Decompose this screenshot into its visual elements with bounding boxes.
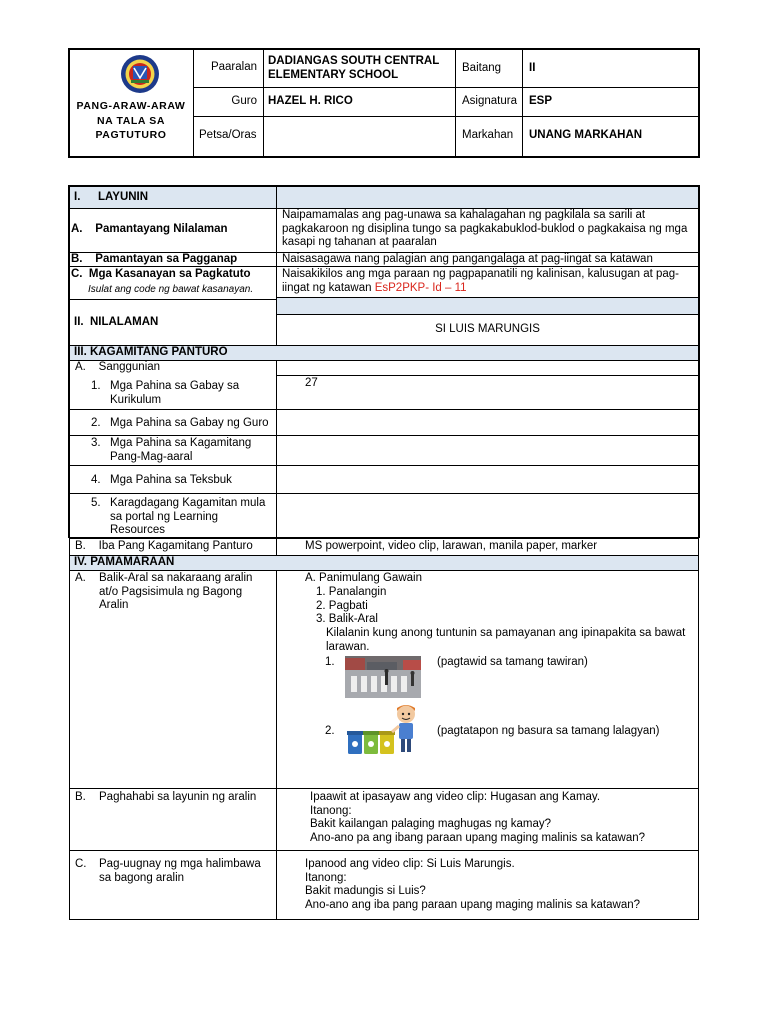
pamantayan-pagganap-label: B. Pamantayan sa Pagganap <box>71 253 238 265</box>
iba-pang-kagamitan-label: B. Iba Pang Kagamitang Panturo <box>75 540 253 552</box>
nilalaman-heading: II. NILALAMAN <box>74 316 159 328</box>
pn-line-2: pagkakaroon ng disiplina tungo sa pagkakabuklod-buklod o pagkakaisa ng mga <box>282 222 688 235</box>
pamantayan-pagganap-text: Naisasagawa nang palagian ang pangangalaga at pag-iingat sa katawan <box>282 253 653 265</box>
paghahabi-line-2: Itanong: <box>310 804 352 817</box>
step-3: 3. Balik-Aral <box>316 613 378 625</box>
ref-4-num: 4. <box>91 474 101 486</box>
form-title <box>70 99 192 143</box>
pamantayang-nilalaman-label: A. Pamantayang Nilalaman <box>71 223 228 235</box>
ref-1-label <box>110 380 270 407</box>
kasanayan-line-2 <box>282 282 467 296</box>
school-seal-logo <box>116 54 164 94</box>
guro-value: HAZEL H. RICO <box>268 95 353 107</box>
panimulang-steps <box>316 586 386 627</box>
pic-1-num: 1. <box>325 656 335 668</box>
pic-2-caption: (pagtatapon ng basura sa tamang lalagyan) <box>437 725 660 737</box>
ref-5-num: 5. <box>91 497 101 509</box>
pag-uugnay-line-1: Pag-uugnay ng mga halimbawa <box>99 858 261 870</box>
crosswalk-photo <box>345 656 421 698</box>
form-title-line-2: NA TALA SA <box>96 114 166 127</box>
pag-uugnay-content-1: Ipanood ang video clip: Si Luis Marungis. <box>305 858 515 870</box>
kasanayan-line-1: Naisakikilos ang mga paraan ng pagpapanatili ng kalinisan, kalusugan at pag- <box>282 268 680 280</box>
guro-label: Guro <box>231 95 257 107</box>
pag-uugnay-content-4: Ano-ano ang iba pang paraan upang maging malinis sa katawan? <box>305 898 641 911</box>
pn-line-1: Naipamamalas ang pag-unawa sa kahalagahan ng pagkilala sa sarili at <box>282 209 646 221</box>
balik-aral-line-3: Aralin <box>99 599 129 611</box>
ref-1-num: 1. <box>91 380 101 392</box>
ref-2-label: Mga Pahina sa Gabay ng Guro <box>110 417 269 429</box>
pic-2-num: 2. <box>325 725 335 737</box>
paghahabi-content <box>310 791 696 845</box>
trash-bins-illustration <box>346 702 420 756</box>
pag-uugnay-letter: C. <box>75 858 87 870</box>
layunin-heading: LAYUNIN <box>98 191 149 203</box>
ref-1-line-2: Kurikulum <box>110 393 162 406</box>
paghahabi-label: Paghahabi sa layunin ng aralin <box>99 791 257 803</box>
paghahabi-letter: B. <box>75 791 86 803</box>
kasanayan-sub: Isulat ang code ng bawat kasanayan. <box>88 284 254 295</box>
pag-uugnay-content-2: Itanong: <box>305 871 347 884</box>
instr-line-1: Kilalanin kung anong tuntunin sa pamayanan ang ipinapakita sa bawat <box>326 627 686 639</box>
pamantayang-nilalaman-text <box>282 209 696 250</box>
ref-4-label: Mga Pahina sa Teksbuk <box>110 474 232 486</box>
ref-5-line-1: Karagdagang Kagamitan mula <box>110 497 266 509</box>
panimulang-gawain-title: A. Panimulang Gawain <box>305 572 422 584</box>
asignatura-label: Asignatura <box>462 95 517 107</box>
school-name <box>268 55 454 82</box>
balik-aral-line-1: Balik-Aral sa nakaraang aralin <box>99 572 253 584</box>
ref-3-line-1: Mga Pahina sa Kagamitang <box>110 437 252 449</box>
nilalaman-value: SI LUIS MARUNGIS <box>435 323 540 335</box>
ref-3-num: 3. <box>91 437 101 449</box>
step-2: 2. Pagbati <box>316 599 368 612</box>
ref-1-value: 27 <box>305 377 318 389</box>
form-title-line-1: PANG-ARAW-ARAW <box>76 100 186 112</box>
paghahabi-line-3: Bakit kailangan palaging maghugas ng kamay? <box>310 818 552 830</box>
markahan-value: UNANG MARKAHAN <box>529 129 643 141</box>
petsa-label: Petsa/Oras <box>199 129 257 141</box>
ref-3-label <box>110 437 270 464</box>
school-name-line-1: DADIANGAS SOUTH CENTRAL <box>268 55 440 67</box>
ref-5-line-3: Resources <box>110 524 165 536</box>
baitang-value: II <box>529 62 536 74</box>
shade-layunin <box>70 187 698 208</box>
kasanayan-code: EsP2PKP- Id – 11 <box>374 282 467 294</box>
ref-2-num: 2. <box>91 417 101 429</box>
asignatura-value: ESP <box>529 95 553 107</box>
ref-5-label <box>110 497 275 538</box>
balik-aral-instructions <box>326 627 696 654</box>
kagamitan-heading: III. KAGAMITANG PANTURO <box>74 346 228 358</box>
paaralan-label: Paaralan <box>210 61 257 73</box>
school-name-line-2: ELEMENTARY SCHOOL <box>268 68 399 81</box>
step-1: 1. Panalangin <box>316 586 387 598</box>
ref-5-line-2: sa portal ng Learning <box>110 510 219 523</box>
sanggunian-label: A. Sanggunian <box>75 361 161 373</box>
iba-pang-kagamitan-value: MS powerpoint, video clip, larawan, manila paper, marker <box>305 540 598 552</box>
kasanayan-line-2-text: iingat ng katawan <box>282 282 375 294</box>
paghahabi-line-4: Ano-ano pa ang ibang paraan upang maging malinis sa katawan? <box>310 831 646 844</box>
pag-uugnay-line-2: sa bagong aralin <box>99 871 185 884</box>
pic-1-caption: (pagtawid sa tamang tawiran) <box>437 656 588 668</box>
layunin-num: I. <box>74 191 81 203</box>
pamamaraan-heading: IV. PAMAMARAAN <box>74 556 175 568</box>
form-title-line-3: PAGTUTURO <box>95 129 167 141</box>
pag-uugnay-content-3: Bakit madungis si Luis? <box>305 885 426 897</box>
balik-aral-label <box>99 572 274 613</box>
balik-aral-line-2: at/o Pagsisimula ng Bagong <box>99 585 243 598</box>
balik-aral-letter: A. <box>75 572 86 584</box>
pn-line-3: kasapi ng tahanan at paaralan <box>282 236 437 248</box>
ref-3-line-2: Pang-Mag-aaral <box>110 450 193 463</box>
markahan-label: Markahan <box>462 129 514 141</box>
baitang-label: Baitang <box>462 62 502 74</box>
pag-uugnay-content <box>305 858 696 912</box>
shade-nilalaman-top <box>277 297 698 314</box>
instr-line-2: larawan. <box>326 640 370 653</box>
pag-uugnay-label <box>99 858 274 885</box>
ref-1-line-1: Mga Pahina sa Gabay sa <box>110 380 240 392</box>
kasanayan-label: C. Mga Kasanayan sa Pagkatuto <box>71 268 251 280</box>
paghahabi-line-1: Ipaawit at ipasayaw ang video clip: Hugasan ang Kamay. <box>310 791 601 803</box>
